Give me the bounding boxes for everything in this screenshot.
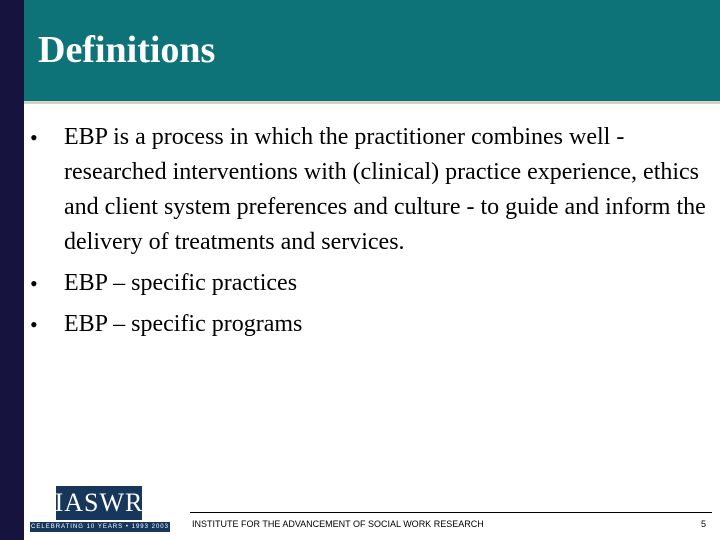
bullet-marker: •: [30, 271, 38, 296]
page-number: 5: [700, 519, 706, 529]
bullet-list: [30, 120, 710, 348]
bullet-text: EBP – specific practices: [64, 270, 298, 296]
logo-wordmark-box: [56, 486, 142, 520]
title-divider: [24, 101, 720, 104]
bullet-item-definition: [30, 120, 710, 260]
left-accent-bar: [0, 0, 24, 540]
logo-tagline: CELEBRATING 10 YEARS • 1993 2003: [31, 524, 169, 530]
bullet-text: EBP is a process in which the practitioner combines well -researched interventions with (clinical) practice experience, ethics and client system preferences and culture - to guide and inform the delivery of treatments and services.: [64, 124, 706, 255]
bullet-marker: •: [30, 125, 38, 150]
footer-divider: [190, 512, 712, 513]
bullet-item-practices: [30, 266, 710, 301]
bullet-marker: •: [30, 312, 38, 337]
slide-title: Definitions: [38, 29, 216, 71]
iaswr-logo: [30, 486, 190, 534]
bullet-text: EBP – specific programs: [64, 311, 303, 337]
bullet-item-programs: [30, 307, 710, 342]
footer-institute-name: INSTITUTE FOR THE ADVANCEMENT OF SOCIAL WORK RESEARCH: [192, 519, 484, 529]
logo-wordmark: IASWR: [54, 488, 144, 517]
